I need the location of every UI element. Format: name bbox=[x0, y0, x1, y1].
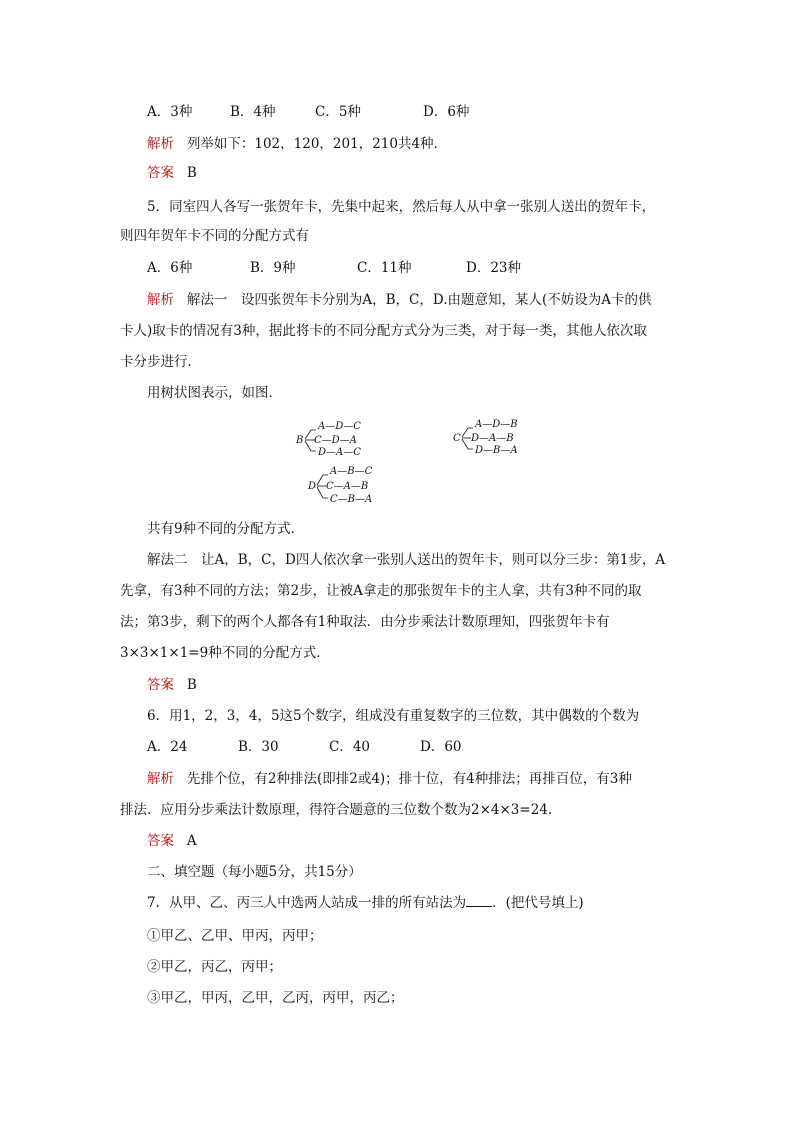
answer-value: B bbox=[186, 677, 197, 693]
analysis-label: 解析 bbox=[147, 771, 174, 787]
q5-tree-intro: 用树状图表示，如图． bbox=[147, 385, 282, 401]
q6-answer bbox=[147, 832, 197, 850]
analysis-label: 解析 bbox=[147, 136, 174, 152]
answer-label: 答案 bbox=[147, 677, 174, 693]
answer-label: 答案 bbox=[147, 833, 174, 849]
q6-analysis-line2: 排法．应用分步乘法计数原理，得符合题意的三位数个数为2×4×3=24. bbox=[120, 802, 553, 818]
tree-d-branch-2: C—A—B bbox=[326, 481, 369, 492]
tree-b-root: B bbox=[296, 435, 304, 446]
answer-blank[interactable] bbox=[466, 894, 492, 907]
q5-method1-line2: 卡人)取卡的情况有3种，据此将卡的不同分配方式分为三类，对于每一类，其他人依次取 bbox=[120, 323, 647, 339]
tree-d-branch-3: C—B—A bbox=[330, 494, 373, 505]
q5-option-a: A．6种 bbox=[147, 260, 193, 276]
q5-method2-line2: 先拿，有3种不同的方法；第2步，让被A拿走的那张贺年卡的主人拿，共有3种不同的取 bbox=[120, 583, 642, 599]
q6-stem: 6．用1，2，3，4，5这5个数字，组成没有重复数字的三位数，其中偶数的个数为 bbox=[147, 708, 640, 724]
q6-option-d: D．60 bbox=[420, 739, 462, 755]
analysis-text: 先排个位，有2种排法(即排2或4)；排十位，有4种排法；再排百位，有3种 bbox=[186, 771, 632, 787]
tree-c-root: C bbox=[453, 433, 461, 444]
q4-answer bbox=[147, 164, 197, 182]
q5-stem-line2: 则四年贺年卡不同的分配方式有 bbox=[120, 228, 309, 244]
section-heading: 二、填空题（每小题5分，共15分） bbox=[147, 864, 362, 880]
q5-stem-line1: 5．同室四人各写一张贺年卡，先集中起来，然后每人从中拿一张别人送出的贺年卡， bbox=[147, 199, 656, 215]
q7-choice-2: ②甲乙，丙乙，丙甲； bbox=[147, 959, 282, 975]
q6-option-a: A．24 bbox=[147, 739, 188, 755]
q5-method2-line3: 法；第3步，剩下的两个人都各有1种取法．由分步乘法计数原理知，四张贺年卡有 bbox=[120, 614, 610, 630]
tree-c-branch-3: D—B—A bbox=[475, 445, 518, 456]
q5-count-line: 共有9种不同的分配方式． bbox=[147, 521, 305, 537]
answer-label: 答案 bbox=[147, 165, 174, 181]
tree-diagram-d bbox=[306, 462, 396, 506]
q7-choice-1: ①甲乙、乙甲、甲丙，丙甲； bbox=[147, 928, 323, 944]
analysis-text: 列举如下：102，120，201，210共4种． bbox=[186, 136, 448, 152]
method1-text: 解法一 设四张贺年卡分别为A，B，C，D.由题意知，某人(不妨设为A卡的供 bbox=[186, 292, 652, 308]
answer-value: B bbox=[186, 165, 197, 181]
q7-stem-after: ．(把代号填上) bbox=[492, 895, 584, 911]
q4-option-b: B．4种 bbox=[230, 104, 276, 120]
q4-option-d: D．6种 bbox=[423, 104, 470, 120]
tree-c-branch-2: D—A—B bbox=[471, 433, 514, 444]
q4-analysis bbox=[147, 135, 447, 153]
tree-b-branch-2: C—D—A bbox=[314, 435, 357, 446]
tree-diagram-b bbox=[294, 418, 384, 462]
analysis-label: 解析 bbox=[147, 292, 174, 308]
tree-diagram-c bbox=[451, 418, 541, 462]
tree-c-branch-1: A—D—B bbox=[475, 419, 518, 430]
answer-value: A bbox=[186, 833, 197, 849]
q5-option-b: B．9种 bbox=[250, 260, 296, 276]
q6-option-b: B．30 bbox=[238, 739, 279, 755]
q5-option-c: C．11种 bbox=[357, 260, 412, 276]
q5-method1-line3: 卡分步进行． bbox=[120, 354, 201, 370]
q4-option-a: A．3种 bbox=[147, 104, 193, 120]
q7-stem-before: 7．从甲、乙、丙三人中选两人站成一排的所有站法为 bbox=[147, 895, 467, 911]
q7-stem bbox=[147, 894, 584, 912]
q5-option-d: D．23种 bbox=[466, 260, 522, 276]
q5-answer bbox=[147, 676, 197, 694]
tree-b-branch-3: D—A—C bbox=[318, 447, 361, 458]
q6-option-c: C．40 bbox=[329, 739, 371, 755]
q5-method2-line1: 解法二 让A，B，C，D四人依次拿一张别人送出的贺年卡，则可以分三步：第1步，A bbox=[147, 552, 666, 568]
tree-d-root: D bbox=[308, 481, 317, 492]
tree-d-branch-1: A—B—C bbox=[330, 466, 373, 477]
q5-method1-line1 bbox=[147, 291, 652, 309]
q4-option-c: C．5种 bbox=[315, 104, 361, 120]
q6-analysis-line1 bbox=[147, 770, 632, 788]
q7-choice-3: ③甲乙，甲丙，乙甲，乙丙，丙甲，丙乙； bbox=[147, 990, 404, 1006]
q5-method2-line4: 3×3×1×1=9种不同的分配方式． bbox=[120, 645, 330, 661]
tree-b-branch-1: A—D—C bbox=[318, 421, 361, 432]
